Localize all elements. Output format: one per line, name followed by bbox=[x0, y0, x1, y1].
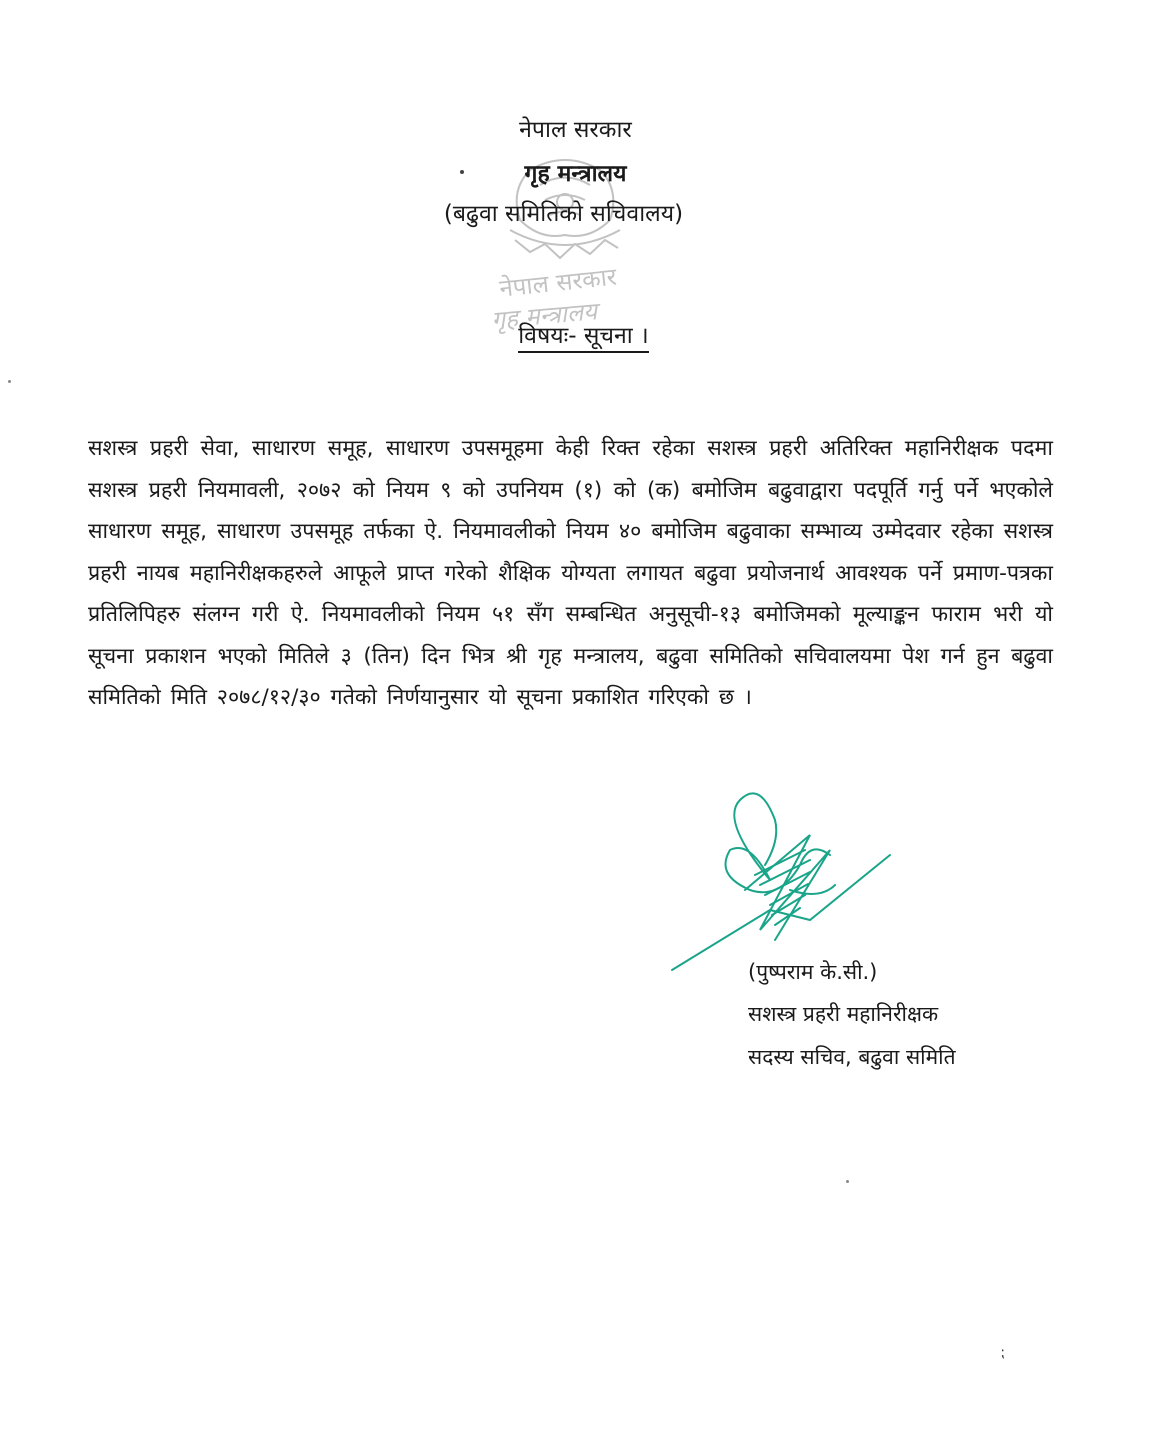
ministry-name: गृह मन्त्रालय bbox=[524, 161, 627, 187]
secretariat-name: (बढुवा समितिको सचिवालय) bbox=[443, 201, 684, 227]
signatory-name: (पुष्पराम के.सी.) bbox=[748, 960, 878, 984]
signature-icon bbox=[660, 780, 900, 980]
notice-body: सशस्त्र प्रहरी सेवा, साधारण समूह, साधारण उपसमूहमा केही रिक्त रहेका सशस्त्र प्रहरी अतिरिक्त महानिरीक्षक पदमा सशस्त्र प्रहरी नियमावली, २०७२ को नियम ९ को उपनियम (१) को (क) बमोजिम बढुवाद्वारा पदपूर्ति गर्नु पर्ने भएकोले साधारण समूह, साधारण उपसमूह तर्फका ऐ. नियमावलीको नियम ४० बमोजिम बढुवाका सम्भाव्य उम्मेदवार रहेका सशस्त्र प्रहरी नायब महानिरीक्षकहरुले आफूले प्राप्त गरेको शैक्षिक योग्यता लगायत बढुवा प्रयोजनार्थ आवश्यक पर्ने प्रमाण-पत्रका प्रतिलिपिहरु संलग्न गरी ऐ. नियमावलीको नियम ५१ सँग सम्बन्धित अनुसूची-१३ बमोजिमको मूल्याङ्कन फाराम भरी यो सूचना प्रकाशन भएको मितिले ३ (तिन) दिन भित्र श्री गृह मन्त्रालय, बढुवा समितिको सचिवालयमा पेश गर्न हुन बढुवा समितिको मिति २०७८/१२/३० गतेको निर्णयानुसार यो सूचना प्रकाशित गरिएको छ । bbox=[88, 436, 1053, 710]
scan-speck bbox=[846, 1180, 849, 1183]
signatory-title: सशस्त्र प्रहरी महानिरीक्षक bbox=[748, 1002, 939, 1026]
subject-text: विषयः- सूचना । bbox=[518, 323, 649, 353]
scan-speck bbox=[8, 380, 11, 383]
government-name: नेपाल सरकार bbox=[519, 117, 632, 143]
seal-text-bottom: गृह मन्त्रालय bbox=[490, 297, 599, 335]
subject-line bbox=[0, 318, 1167, 350]
signatory-role: सदस्य सचिव, बढुवा समिति bbox=[748, 1045, 956, 1069]
scan-mark: ⁏ bbox=[1000, 1345, 1005, 1361]
seal-text-top: नेपाल सरकार bbox=[498, 262, 618, 303]
